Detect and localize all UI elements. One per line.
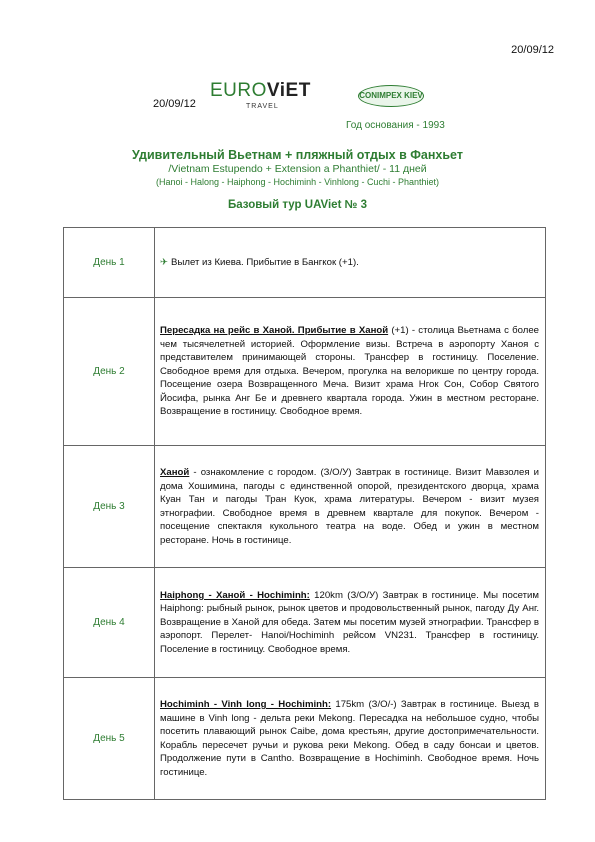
table-row — [64, 298, 546, 446]
day-label: День 3 — [64, 446, 155, 568]
day-description — [155, 298, 546, 446]
day-lead: Hochiminh - Vinh long - Hochiminh: — [160, 699, 332, 710]
table-row — [64, 446, 546, 568]
founded-year: Год основания - 1993 — [346, 120, 445, 131]
day-text: Вылет из Киева. Прибытие в Бангкок (+1). — [171, 256, 359, 268]
conimpex-logo: CONIMPEX KIEV — [358, 85, 424, 107]
eurovietravel-logo — [210, 80, 311, 102]
base-tour-label: Базовый тур UAViet № 3 — [227, 199, 368, 211]
day-label: День 4 — [64, 568, 155, 678]
day-description — [155, 678, 546, 800]
plane-icon: ✈ — [160, 256, 169, 268]
day-label: День 1 — [64, 228, 155, 298]
day-text: 175km (З/О/-) Завтрак в гостинице. Выезд в машине в Vinh long - дельта реки Mekong. Пересадка на небольшое судно, чтобы посетить плавающий рынок Caibe, дома крестьян, другие достопримечательности. Корабль пересечет ручьи и рукова реки Mekong. Обед в саду бонсаи и цветов. Продолжение пути в Cantho. Возвращение в Hochiminh. Свободное время. Ночь гостинице. — [160, 699, 539, 778]
logo-travel-text: TRAVEL — [246, 103, 279, 110]
logo-viet-text: ViET — [266, 80, 311, 101]
day-label: День 5 — [64, 678, 155, 800]
day-description — [155, 568, 546, 678]
document-date: 20/09/12 — [153, 98, 196, 110]
logo-euro-text: EURO — [210, 80, 267, 101]
day-label: День 2 — [64, 298, 155, 446]
tour-subtitle: /Vietnam Estupendo + Extension a Phanthiet/ - 11 дней — [168, 163, 427, 175]
table-row — [64, 228, 546, 298]
day-description — [155, 228, 546, 298]
day-lead: Haiphong - Ханой - Hochiminh: — [160, 589, 310, 601]
day-text: (+1) - столица Вьетнама с более чем тысячелетней историей. Оформление визы. Встреча в аэропорту Ханоя с представителем принимающей стороны. Трансфер в гостиницу. Поселение. Свободное время для отдыха. Вечером, прогулка на велорикше по центру города. Посещение озера Возвращенного Меча. Визит храма Нгок Сон, Собор Святого Йосифа, рынка Анг Бе и древнего квартала города. Ужин в местном ресторане. Возвращение в гостиницу. Свободное время. — [160, 325, 539, 418]
table-row — [64, 568, 546, 678]
day-text: 120km (З/О/У) Завтрак в гостинице. Мы посетим Haiphong: рыбный рынок, рынок цветов и продовольственный рынок, пагоду Ду Анг. Возвращение в Ханой для обеда. Затем мы посетим музей этнографии. Трансфер в аэропорт. Перелет- Hanoi/Hochiminh рейсом VN231. Трансфер в гостиницу. Поселение в гостиницу. Свободное время. — [160, 589, 539, 655]
day-lead: Пересадка на рейс в Ханой. Прибытие в Ханой — [160, 325, 389, 337]
table-row — [64, 678, 546, 800]
header-date: 20/09/12 — [511, 44, 554, 56]
tour-route: (Hanoi - Halong - Haiphong - Hochiminh - Vinhlong - Cuchi - Phanthiet) — [156, 177, 439, 187]
itinerary-table — [63, 227, 546, 800]
day-text: - ознакомление с городом. (З/О/У) Завтрак в гостинице. Визит Мавзолея и дома Хошимина, пагоды с единственной опорой, президентского дворца, храма Куан Тан и пагоды Тран Куок, храма литературы. Вечером - визит музея этнографии. Свободное время в древнем квартале для покупок. Вечером - посещение спектакля кукольного театра на воде. Обед и ужин в местном ресторане. Ночь в гостинице. — [160, 467, 539, 546]
day-description — [155, 446, 546, 568]
day-lead: Ханой — [160, 467, 190, 478]
tour-title: Удивительный Вьетнам + пляжный отдых в Фанхьет — [132, 148, 463, 162]
